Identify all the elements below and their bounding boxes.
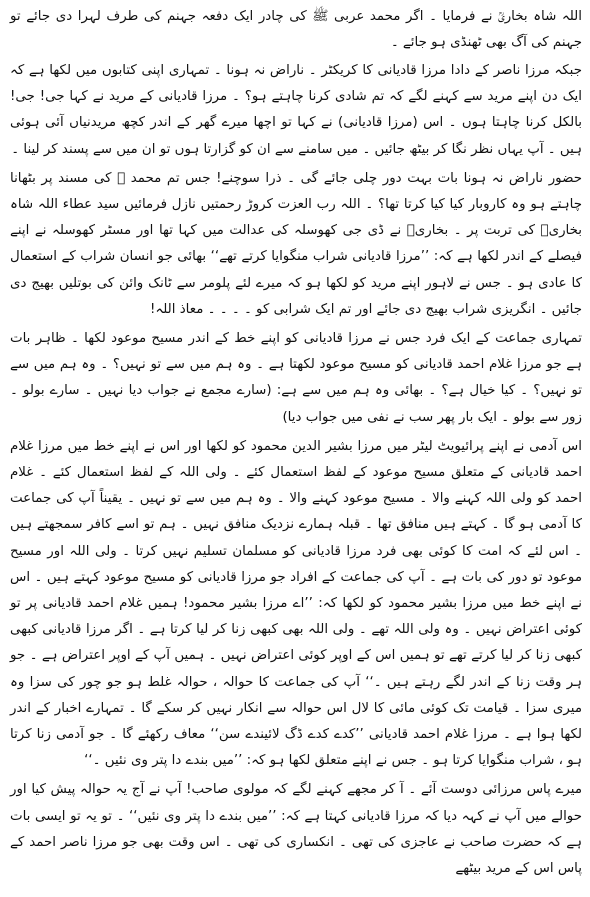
paragraph-3: حضور ناراض نہ ہونا بات بہت دور چلی جائے گی ۔ ذرا سوچنے! جس تم محمد ﷺ کی مسند پر بٹھانا چاہتے ہو وہ کاروبار کیا کیا کرتا تھا؟ ۔ اللہ رب العزت کروڑ رحمتیں نازل فرمائیں سید عطاء اللہ شاہ بخاریؒ کی تربت پر ۔ بخاریؒ نے ڈی جی کھوسلہ کی عدالت میں کہا تھا اور مسٹر کھوسلہ نے اپنے فیصلے کے اندر لکھا ہے کہ: ’’مرزا قادیانی شراب منگوایا کرتے تھے‘‘ بھائی جو انسان شراب کے استعمال کا عادی ہو ۔ جس نے لاہور اپنے مرید کو لکھا ہو کہ میرے لئے پلومر سے ٹانک وائن کی بوتلیں بھیج دی جائیں ۔ انگریزی شراب بھیج دی جائے اور تم ایک شرابی کو ۔ ۔ ۔ ۔ معاذ اللہ! <box>10 170 582 317</box>
paragraph-6: میرے پاس مرزائی دوست آئے ۔ آ کر مجھے کہنے لگے کہ مولوی صاحب! آپ نے آج یہ حوالہ پیش کیا اور حوالے میں آپ نے کہہ دیا کہ مرزا قادیانی کہتا ہے کہ: ’’میں بندے دا پتر وی نئیں‘‘ ۔ تو یہ تو ایسی بات ہے کہ حضرت صاحب نے عاجزی کی تھی ۔ انکساری کی تھی ۔ اس وقت بھی جو مرزا ناصر احمد کے پاس اس کے مرید بیٹھے <box>10 782 582 877</box>
paragraph-4: تمہاری جماعت کے ایک فرد جس نے مرزا قادیانی کو اپنے خط کے اندر مسیح موعود لکھا ۔ ظاہر بات ہے جو مرزا غلام احمد قادیانی کو مسیح موعود لکھتا ہے ۔ وہ ہم میں سے تو نہیں؟ ۔ وہ ہم میں سے تو نہیں؟ ۔ کیا خیال ہے؟ ۔ بھائی وہ ہم میں سے ہے: (سارے مجمع نے جواب دیا نہیں ۔ سارے بولو ۔ زور سے بولو ۔ ایک بار پھر سب نے نفی میں جواب دیا) <box>10 331 582 425</box>
paragraph-5: اس آدمی نے اپنے پرائیویٹ لیٹر میں مرزا بشیر الدین محمود کو لکھا اور اس نے اپنے خط میں مرزا غلام احمد قادیانی کے متعلق مسیح موعود کے لفظ استعمال کئے ۔ ولی اللہ کے لفظ استعمال کئے ۔ غلام احمد کو ولی اللہ کہنے والا ۔ مسیح موعود کہنے والا ۔ وہ ہم میں سے تو نہیں ۔ یقیناً آپ کی جماعت کا آدمی ہو گا ۔ کہتے ہیں منافق تھا ۔ قبلہ ہمارے نزدیک منافق نہیں ۔ ہم تو اسے کافر سمجھتے ہیں ۔ اس لئے کہ امت کا کوئی بھی فرد مرزا قادیانی کو مسلمان تسلیم نہیں کرتا ۔ ولی اللہ اور مسیح موعود تو دور کی بات ہے ۔ آپ کی جماعت کے افراد جو مرزا قادیانی کو مسیح موعود کہتے ہیں ۔ اس نے اپنے خط میں مرزا بشیر محمود کو لکھا کہ: ’’اے مرزا بشیر محمود! ہمیں غلام احمد قادیانی پر تو کوئی اعتراض نہیں ۔ وہ ولی اللہ تھے ۔ ولی اللہ بھی کبھی زنا کر لیا کرتا ہے ۔ اگر مرزا قادیانی کبھی کبھی زنا کر لیا کرتے تھے تو ہمیں اس کے اوپر کوئی اعتراض نہیں ۔ ہمیں آپ کے اوپر اعتراض ہے ۔ جو ہر وقت زنا کے اندر لگے رہتے ہیں ۔‘‘ آپ کی جماعت کا حوالہ ، حوالہ غلط ہو جو چور کی سزا وہ میری سزا ۔ قیامت تک کوئی مائی کا لال اس حوالہ سے انکار نہیں کر سکے گا ۔ تمہارے اخبار کے اندر لکھا ہوا ہے ۔ مرزا غلام احمد قادیانی ’’کدے کدے ڈگ لائیندے سن‘‘ معاف رکھئے گا ۔ جو آدمی زنا کرتا ہو ، شراب منگوایا کرتا ہو ۔ جس نے اپنے متعلق لکھا ہو کہ: ’’میں بندے دا پتر وی نئیں ۔‘‘ <box>10 438 582 769</box>
paragraph-1: اللہ شاہ بخاریؒ نے فرمایا ۔ اگر محمد عربی ﷺ کی چادر ایک دفعہ جہنم کی طرف لہرا دی جائے تو جہنم کی آگ بھی ٹھنڈی ہو جائے ۔ <box>10 9 582 50</box>
paragraph-2: جبکہ مرزا ناصر کے دادا مرزا قادیانی کا کریکٹر ۔ ناراض نہ ہونا ۔ تمہاری اپنی کتابوں میں لکھا ہے کہ ایک دن اپنے مرید سے کہنے لگے کہ تم شادی کرنا چاہتے ہو؟ ۔ مرزا قادیانی کے مرید نے کہا جی! جی! بالکل کرنا چاہتا ہوں ۔ اس (مرزا قادیانی) نے کہا تو اچھا میرے گھر کے اندر کچھ مریدنیاں آئی ہوئی ہیں ۔ آپ یہاں نظر نگا کر بیٹھ جائیں ۔ میں سامنے سے ان کو گزارتا ہوں تو ان میں سے پسند کر لینا ۔ <box>10 63 582 157</box>
